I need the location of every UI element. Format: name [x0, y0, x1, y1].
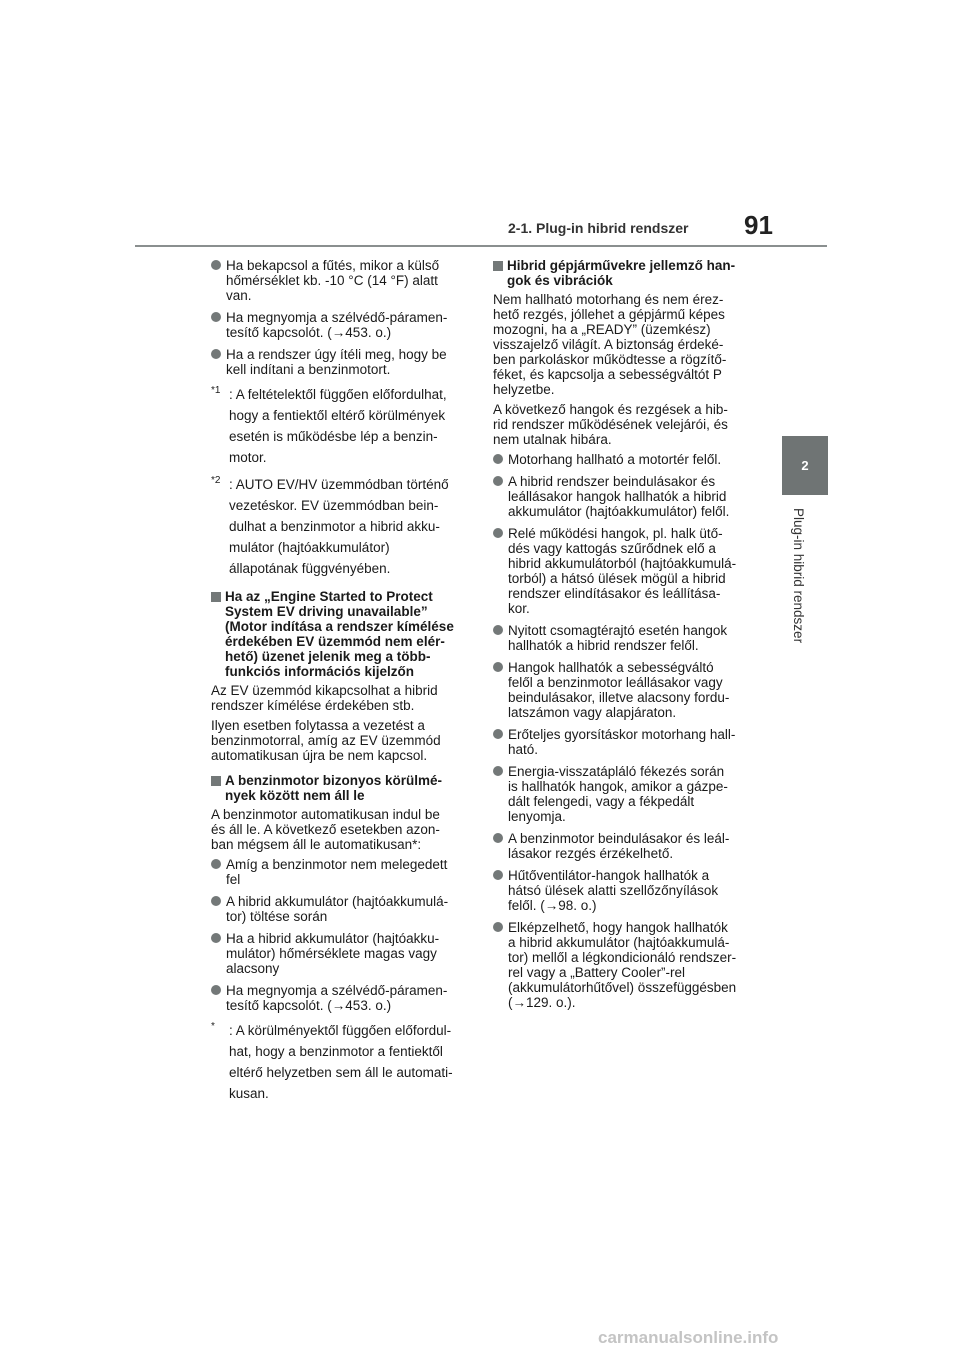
header-divider	[135, 245, 827, 247]
bullet-icon	[493, 528, 503, 538]
list-item: A hibrid rendszer beindulásakor és leállásakor hangok hallhatók a hibrid akkumulátor (hajtóakkumulátor) felől.	[493, 474, 755, 519]
bullet-icon	[493, 454, 503, 464]
list-item: A benzinmotor beindulásakor és leál- lásakor rezgés érzékelhető.	[493, 831, 755, 861]
bullet-icon	[493, 625, 503, 635]
list-item: Ha megnyomja a szélvédő-páramen- tesítő kapcsolót. (→453. o.)	[211, 310, 473, 340]
list-item: Ha a hibrid akkumulátor (hajtóakku- mulátor) hőmérséklete magas vagy alacsony	[211, 931, 473, 976]
square-bullet-icon	[493, 261, 503, 271]
list-item: Ha megnyomja a szélvédő-páramen- tesítő kapcsolót. (→453. o.)	[211, 983, 473, 1013]
paragraph: Ilyen esetben folytassa a vezetést a benzinmotorral, amíg az EV üzemmód automatikusan újra be nem kapcsol.	[211, 718, 441, 763]
bullet-icon	[211, 985, 221, 995]
list-item: Energia-visszatápláló fékezés során is hallhatók hangok, amikor a gázpe- dált felengedi, vagy a fékpedált lenyomja.	[493, 764, 755, 824]
paragraph: Az EV üzemmód kikapcsolhat a hibrid rendszer kímélése érdekében stb.	[211, 683, 438, 713]
list-item: A hibrid akkumulátor (hajtóakkumulá- tor) töltése során	[211, 894, 473, 924]
list-item: Relé működési hangok, pl. halk ütő- dés vagy kattogás szűrődnek elő a hibrid akkumulátorból (hajtóakkumulá- torból) a hátsó ülések mögül a hibrid rendszer elindításakor és leállítása- kor.	[493, 526, 755, 616]
footnote: *1 : A feltételektől függően előfordulhat, hogy a fentiektől eltérő körülmények esetén is működésbe lép a benzin- motor.	[211, 385, 447, 465]
bullet-icon	[211, 859, 221, 869]
bullet-icon	[211, 312, 221, 322]
bullet-icon	[493, 922, 503, 932]
list-item: Hűtőventilátor-hangok hallhatók a hátsó ülések alatti szellőzőnyílások felől. (→98. o.)	[493, 868, 755, 913]
bullet-icon	[493, 729, 503, 739]
list-item: Elképzelhető, hogy hangok hallhatók a hibrid akkumulátor (hajtóakkumulá- tor) mellől a légkondicionáló rendszer- rel vagy a „Battery Cooler”-rel (akkumulátorhűtővel) összefüggésben (→129. o.).	[493, 920, 755, 1010]
left-column	[211, 258, 473, 1110]
list-item: Motorhang hallható a motortér felől.	[493, 452, 755, 467]
list-item: Amíg a benzinmotor nem melegedett fel	[211, 857, 473, 887]
page-number: 91	[744, 210, 773, 240]
bullet-icon	[493, 833, 503, 843]
section-title: 2-1. Plug-in hibrid rendszer	[508, 220, 689, 236]
section-heading: Hibrid gépjárművekre jellemző han- gok és vibrációk	[493, 258, 755, 288]
paragraph: A benzinmotor automatikusan indul be és áll le. A következő esetekben azon- ban mégsem áll le automatikusan*:	[211, 807, 440, 852]
footnote: * : A körülményektől függően előfordul- hat, hogy a benzinmotor a fentiektől eltérő helyzetben sem áll le automati- kusan.	[211, 1021, 453, 1101]
watermark: carmanualsonline.info	[598, 1328, 779, 1347]
footnote: *2 : AUTO EV/HV üzemmódban történő vezetéskor. EV üzemmódban bein- dulhat a benzinmotor a hibrid akku- mulátor (hajtóakkumulátor) állapotának függvényében.	[211, 475, 449, 576]
paragraph: A következő hangok és rezgések a hib- rid rendszer működésének velejárói, és nem utalnak hibára.	[493, 402, 728, 447]
chapter-tab	[782, 436, 828, 495]
chapter-title: Plug-in hibrid rendszer	[791, 508, 806, 644]
right-column	[493, 258, 755, 1017]
list-item: Erőteljes gyorsításkor motorhang hall- ható.	[493, 727, 755, 757]
chapter-number: 2	[801, 458, 809, 473]
paragraph: Nem hallható motorhang és nem érez- hető rezgés, jóllehet a gépjármű képes mozogni, ha a „READY” (üzemkész) visszajelző világít. A biztonság érdeké- ben parkoláskor működtesse a rögzítő- féket, és kapcsolja a sebességváltót P helyzetbe.	[493, 292, 727, 397]
bullet-icon	[493, 662, 503, 672]
bullet-icon	[211, 896, 221, 906]
bullet-icon	[211, 933, 221, 943]
bullet-icon	[211, 349, 221, 359]
bullet-icon	[493, 766, 503, 776]
bullet-icon	[493, 476, 503, 486]
list-item: Nyitott csomagtérajtó esetén hangok hallhatók a hibrid rendszer felől.	[493, 623, 755, 653]
section-heading: Ha az „Engine Started to Protect System EV driving unavailable” (Motor indítása a rendszer kímélése érdekében EV üzemmód nem elér- hető) üzenet jelenik meg a több- funkciós információs kijelzőn	[211, 589, 473, 679]
list-item: Ha a rendszer úgy ítéli meg, hogy be kell indítani a benzinmotort.	[211, 347, 473, 377]
bullet-icon	[493, 870, 503, 880]
square-bullet-icon	[211, 592, 221, 602]
list-item: Ha bekapcsol a fűtés, mikor a külső hőmérséklet kb. -10 °C (14 °F) alatt van.	[211, 258, 473, 303]
bullet-icon	[211, 260, 221, 270]
section-heading: A benzinmotor bizonyos körülmé- nyek között nem áll le	[211, 773, 473, 803]
list-item: Hangok hallhatók a sebességváltó felől a benzinmotor leállásakor vagy beindulásakor, illetve alacsony fordu- latszámon vagy alapjáraton.	[493, 660, 755, 720]
square-bullet-icon	[211, 776, 221, 786]
